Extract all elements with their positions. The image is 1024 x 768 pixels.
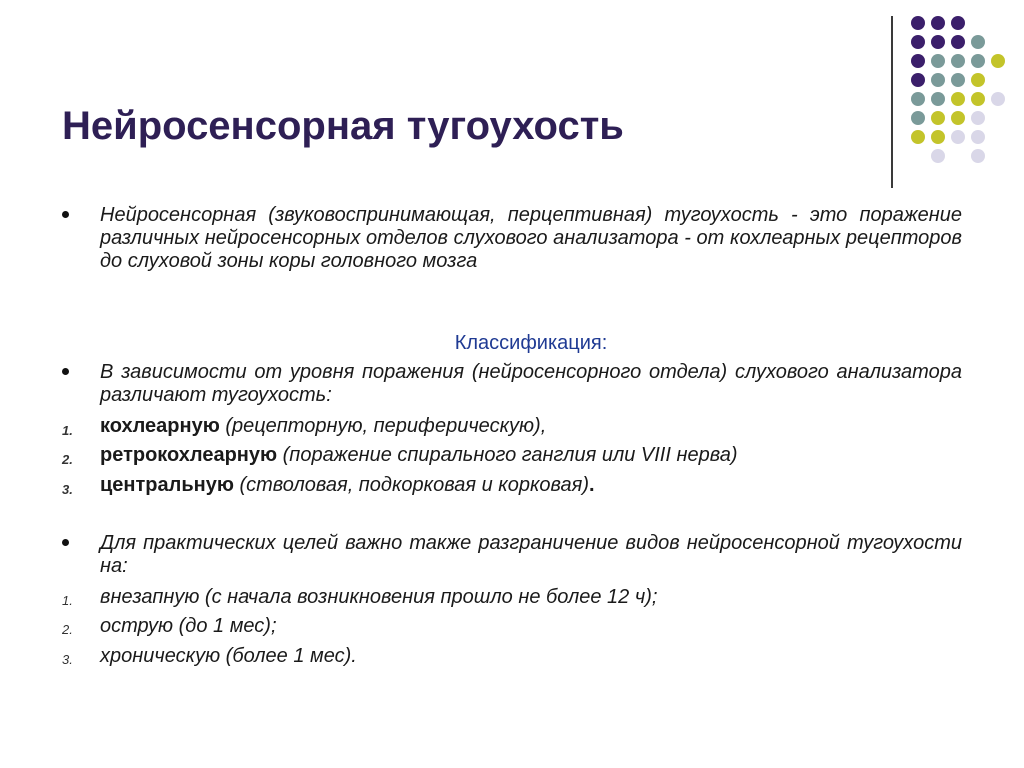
onset-item-sudden: внезапную (с начала возникновения прошло не более 12 ч); xyxy=(100,586,658,608)
bullet-icon xyxy=(62,368,69,375)
decor-dot xyxy=(951,92,965,106)
definition-text: Нейросенсорная (звуковоспринимающая, перцептивная) тугоухость - это поражение различных нейросенсорных отделов слухового анализатора - от кохлеарных рецепторов до слуховой зоны коры головного мозга xyxy=(100,204,962,272)
level-term: ретрокохлеарную xyxy=(100,444,278,466)
decor-dot xyxy=(951,73,965,87)
bullet-icon xyxy=(62,211,69,218)
decor-dot xyxy=(911,73,925,87)
decor-dot xyxy=(931,111,945,125)
onset-item-acute: острую (до 1 мес); xyxy=(100,615,277,637)
decor-dot xyxy=(971,111,985,125)
decor-dot xyxy=(971,149,985,163)
decor-dot xyxy=(931,149,945,163)
decor-dot xyxy=(971,92,985,106)
decor-dot xyxy=(911,130,925,144)
list-number: 1. xyxy=(62,423,73,438)
decor-dot xyxy=(951,54,965,68)
decor-dot xyxy=(931,16,945,30)
decor-dot xyxy=(971,73,985,87)
list-number: 2. xyxy=(62,452,73,467)
slide-title: Нейросенсорная тугоухость xyxy=(62,104,624,148)
decor-dot xyxy=(911,16,925,30)
decor-dot xyxy=(951,130,965,144)
level-desc: (поражение спирального ганглия или VIII нерва) xyxy=(277,444,738,466)
decor-dot xyxy=(931,54,945,68)
decor-dot xyxy=(911,111,925,125)
decor-dot xyxy=(931,92,945,106)
level-intro-text: В зависимости от уровня поражения (нейросенсорного отдела) слухового анализатора различают тугоухость: xyxy=(100,361,962,406)
decor-dot xyxy=(951,111,965,125)
decor-dot xyxy=(911,92,925,106)
level-desc: (стволовая, подкорковая и корковая) xyxy=(233,474,590,496)
decor-dot xyxy=(911,35,925,49)
decor-dot-grid xyxy=(0,0,1024,200)
decor-dot xyxy=(931,130,945,144)
level-desc: (рецепторную, периферическую), xyxy=(219,415,547,437)
decor-dot xyxy=(951,16,965,30)
decor-dot xyxy=(971,35,985,49)
decor-dot xyxy=(991,54,1005,68)
onset-item-chronic: хроническую (более 1 мес). xyxy=(100,645,357,667)
decor-dot xyxy=(971,130,985,144)
level-item-retrocochlear xyxy=(100,444,738,467)
list-number: 3. xyxy=(62,482,73,497)
level-term: центральную xyxy=(100,474,234,496)
decor-dot xyxy=(951,35,965,49)
decor-dot xyxy=(971,54,985,68)
list-number: 2. xyxy=(62,622,73,637)
bullet-icon xyxy=(62,539,69,546)
list-number: 3. xyxy=(62,652,73,667)
level-term: кохлеарную xyxy=(100,415,220,437)
classification-heading: Классификация: xyxy=(454,332,608,354)
practical-intro-text: Для практических целей важно также разграничение видов нейросенсорной тугоухости на: xyxy=(100,532,962,577)
decor-dot xyxy=(911,54,925,68)
level-item-cochlear xyxy=(100,415,546,438)
decor-dot xyxy=(931,73,945,87)
level-item-central: центральную (стволовая, подкорковая и корковая). xyxy=(100,474,595,496)
list-number: 1. xyxy=(62,593,73,608)
decor-dot xyxy=(991,92,1005,106)
decor-dot xyxy=(931,35,945,49)
